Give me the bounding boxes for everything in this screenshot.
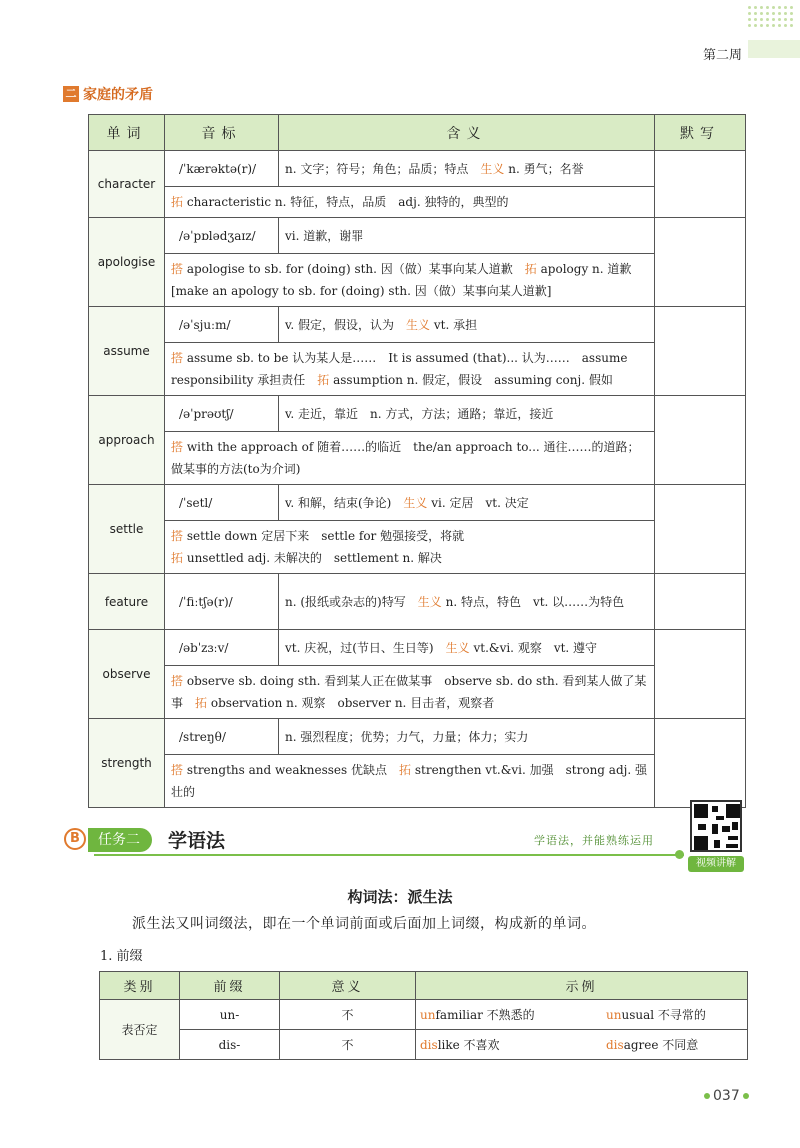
video-lecture-button[interactable]: 视频讲解	[688, 856, 744, 872]
grid-dot	[760, 12, 763, 15]
meaning-text: vt.&vi. 观察 vt. 遵守	[473, 640, 598, 655]
grid-dot	[778, 18, 781, 21]
grammar-title: 构词法：派生法	[347, 888, 453, 906]
example-2	[606, 1038, 698, 1052]
grid-dot	[784, 6, 787, 9]
decorative-dot-grid	[748, 6, 798, 32]
table-row	[89, 755, 746, 808]
dictation-cell[interactable]	[655, 151, 746, 218]
meaning-text: v. 和解，结束(争论)	[285, 495, 392, 510]
da-tag: 搭	[171, 262, 184, 276]
grid-dot	[784, 12, 787, 15]
grid-dot	[760, 18, 763, 21]
qr-module	[714, 840, 720, 848]
vocab-word: feature	[89, 574, 165, 630]
header-meaning: 意义	[280, 972, 416, 1000]
qr-module	[732, 822, 738, 830]
table-row	[89, 343, 746, 396]
vocab-extension	[165, 254, 655, 307]
grid-dot	[790, 18, 793, 21]
vocab-extension	[165, 755, 655, 808]
shengyi-tag: 生义	[403, 495, 428, 510]
vocab-extension	[165, 187, 655, 218]
vocab-word: strength	[89, 719, 165, 808]
example-rest: like 不喜欢	[437, 1038, 500, 1052]
grid-dot	[766, 12, 769, 15]
table-row	[100, 1000, 748, 1030]
examples-cell	[416, 1000, 748, 1030]
banner-dot	[675, 850, 684, 859]
task-badge: B	[64, 828, 86, 850]
ext-text: strengths and weaknesses 优缺点	[186, 763, 387, 777]
vocabulary-table	[88, 114, 746, 808]
meaning-text: vt. 承担	[433, 317, 478, 332]
banner-rule	[94, 854, 684, 856]
meaning-text: n. 文字；符号；角色；品质；特点	[285, 161, 469, 176]
vocab-extension	[165, 666, 655, 719]
tuo-tag: 拓	[171, 551, 184, 565]
vocab-phonetic: /əˈprəʊtʃ/	[165, 396, 279, 432]
dictation-cell[interactable]	[655, 719, 746, 808]
grid-dot	[754, 12, 757, 15]
prefix-cell: dis-	[180, 1030, 280, 1060]
ext-text: observation n. 观察 observer n. 目击者，观察者	[210, 696, 495, 710]
vocab-phonetic: /streŋθ/	[165, 719, 279, 755]
da-tag: 搭	[171, 529, 184, 543]
qr-module	[694, 804, 708, 818]
ext-text: assume sb. to be 认为某人是…… It is assumed (that)... 认为…… assume responsibility 承担责任	[171, 351, 628, 387]
prefix-cell: un-	[180, 1000, 280, 1030]
task-title: 学语法	[168, 830, 226, 852]
table-row	[89, 719, 746, 755]
dictation-cell[interactable]	[655, 485, 746, 574]
table-row	[89, 574, 746, 630]
prefix-meaning-cell: 不	[280, 1000, 416, 1030]
table-row	[89, 521, 746, 574]
section-title: 家庭的矛盾	[83, 87, 153, 103]
meaning-text: n. 勇气；名誉	[508, 161, 584, 176]
vocab-extension	[165, 521, 655, 574]
ext-text: strengthen vt.&vi. 加强 strong adj. 强壮的	[171, 763, 647, 799]
qr-code-icon[interactable]	[690, 800, 742, 852]
grid-dot	[748, 24, 751, 27]
grid-dot	[754, 18, 757, 21]
page-number-text: 037	[713, 1088, 740, 1104]
example-2	[606, 1008, 706, 1022]
meaning-text: v. 假定，假设，认为	[285, 317, 394, 332]
vocab-phonetic: /əˈpɒlədʒaɪz/	[165, 218, 279, 254]
qr-module	[712, 806, 718, 812]
grid-dot	[754, 24, 757, 27]
qr-module	[722, 826, 730, 832]
shengyi-tag: 生义	[480, 161, 505, 176]
vocab-phonetic: /ˈsetl/	[165, 485, 279, 521]
grid-dot	[760, 24, 763, 27]
tuo-tag: 拓	[524, 262, 537, 276]
qr-module	[726, 804, 740, 818]
header-dictation: 默写	[655, 115, 746, 151]
ext-text: observe sb. doing sth. 看到某人正在做某事 observe sb. do sth. 看到某人做了某事	[171, 674, 647, 710]
example-prefix: dis	[420, 1038, 438, 1052]
example-1	[420, 1006, 606, 1023]
example-prefix: un	[420, 1008, 436, 1022]
task-label: 任务二	[88, 828, 152, 852]
grid-dot	[790, 12, 793, 15]
vocab-word: apologise	[89, 218, 165, 307]
table-row	[89, 432, 746, 485]
shengyi-tag: 生义	[417, 594, 442, 609]
vocab-word: observe	[89, 630, 165, 719]
example-rest: familiar 不熟悉的	[435, 1008, 535, 1022]
grid-dot	[778, 12, 781, 15]
vocab-meaning	[279, 307, 655, 343]
grid-dot	[784, 18, 787, 21]
task-subtitle: 学语法，并能熟练运用	[534, 834, 654, 847]
header-prefix: 前缀	[180, 972, 280, 1000]
ext-text: with the approach of 随着……的临近 the/an approach to... 通往……的道路；做某事的方法(to为介词)	[171, 440, 640, 476]
vocab-meaning	[279, 630, 655, 666]
meaning-text: vt. 庆祝，过(节日、生日等)	[285, 640, 434, 655]
page-number	[701, 1088, 752, 1104]
vocab-word: settle	[89, 485, 165, 574]
table-header-row	[100, 972, 748, 1000]
meaning-text: n. (报纸或杂志的)特写	[285, 594, 406, 609]
header-phonetic: 音标	[165, 115, 279, 151]
grid-dot	[760, 6, 763, 9]
vocab-meaning	[279, 151, 655, 187]
table-row	[89, 396, 746, 432]
tuo-tag: 拓	[317, 373, 330, 387]
qr-module	[698, 824, 706, 830]
vocab-meaning: vi. 道歉，谢罪	[279, 218, 655, 254]
table-row	[100, 1030, 748, 1060]
page-dot	[704, 1093, 710, 1099]
example-prefix: dis	[606, 1038, 624, 1052]
example-prefix: un	[606, 1008, 622, 1022]
week-label: 第二周	[703, 48, 743, 63]
grid-dot	[772, 18, 775, 21]
header-examples: 示例	[416, 972, 748, 1000]
category-cell: 表否定	[100, 1000, 180, 1060]
vocab-phonetic: /əˈsjuːm/	[165, 307, 279, 343]
qr-module	[728, 836, 738, 840]
grid-dot	[766, 24, 769, 27]
table-row	[89, 666, 746, 719]
header-meaning: 含义	[279, 115, 655, 151]
vocab-meaning: v. 走近，靠近 n. 方式，方法；通路；靠近，接近	[279, 396, 655, 432]
header-band	[748, 40, 800, 58]
da-tag: 搭	[171, 674, 184, 688]
page-dot	[743, 1093, 749, 1099]
ext-text: unsettled adj. 未解决的 settlement n. 解决	[186, 551, 442, 565]
grid-dot	[784, 24, 787, 27]
table-row	[89, 630, 746, 666]
dictation-cell[interactable]	[655, 307, 746, 396]
meaning-text: n. 特点，特色 vt. 以……为特色	[445, 594, 625, 609]
grid-dot	[790, 6, 793, 9]
vocab-extension	[165, 343, 655, 396]
example-rest: agree 不同意	[623, 1038, 699, 1052]
example-rest: usual 不寻常的	[621, 1008, 706, 1022]
da-tag: 搭	[171, 440, 184, 454]
prefix-meaning-cell: 不	[280, 1030, 416, 1060]
meaning-text: vi. 定居 vt. 决定	[431, 495, 529, 510]
vocab-meaning	[279, 574, 655, 630]
ext-text: characteristic n. 特征，特点，品质 adj. 独特的，典型的	[186, 195, 509, 209]
vocab-extension	[165, 432, 655, 485]
ext-text: settle down 定居下来 settle for 勉强接受，将就	[186, 529, 465, 543]
vocab-phonetic: /əbˈzɜːv/	[165, 630, 279, 666]
vocab-meaning: n. 强烈程度；优势；力气，力量；体力；实力	[279, 719, 655, 755]
grid-dot	[766, 18, 769, 21]
da-tag: 搭	[171, 351, 184, 365]
vocab-word: character	[89, 151, 165, 218]
grid-dot	[748, 12, 751, 15]
grid-dot	[748, 6, 751, 9]
task-banner	[64, 826, 684, 856]
vocab-phonetic: /ˈfiːtʃə(r)/	[165, 574, 279, 630]
example-1	[420, 1036, 606, 1053]
dictation-cell[interactable]	[655, 396, 746, 485]
grid-dot	[778, 24, 781, 27]
qr-module	[712, 824, 718, 834]
dictation-cell[interactable]	[655, 574, 746, 630]
qr-module	[716, 816, 724, 820]
ext-text: apology n. 道歉[make an apology to sb. for (doing) sth. 因（做）某事向某人道歉]	[171, 262, 632, 298]
vocab-word: assume	[89, 307, 165, 396]
header-word: 单词	[89, 115, 165, 151]
section-heading	[63, 84, 153, 104]
table-row	[89, 187, 746, 218]
table-row	[89, 218, 746, 254]
table-row	[89, 254, 746, 307]
dictation-cell[interactable]	[655, 218, 746, 307]
dictation-cell[interactable]	[655, 630, 746, 719]
shengyi-tag: 生义	[445, 640, 470, 655]
examples-cell	[416, 1030, 748, 1060]
qr-module	[694, 836, 708, 850]
tuo-tag: 拓	[195, 696, 208, 710]
grid-dot	[766, 6, 769, 9]
ext-text: apologise to sb. for (doing) sth. 因（做）某事向某人道歉	[186, 262, 513, 276]
grid-dot	[778, 6, 781, 9]
ext-text: assumption n. 假定，假设 assuming conj. 假如	[333, 373, 613, 387]
table-header-row	[89, 115, 746, 151]
grid-dot	[772, 12, 775, 15]
prefix-table	[99, 971, 748, 1060]
tuo-tag: 拓	[399, 763, 412, 777]
section-number-badge: 二	[63, 86, 79, 102]
grid-dot	[772, 24, 775, 27]
table-row	[89, 151, 746, 187]
grammar-intro: 派生法又叫词缀法，即在一个单词前面或后面加上词缀，构成新的单词。	[132, 916, 596, 932]
grid-dot	[748, 18, 751, 21]
shengyi-tag: 生义	[406, 317, 431, 332]
vocab-meaning	[279, 485, 655, 521]
grid-dot	[790, 24, 793, 27]
table-row	[89, 485, 746, 521]
vocab-word: approach	[89, 396, 165, 485]
vocab-phonetic: /ˈkærəktə(r)/	[165, 151, 279, 187]
qr-module	[726, 844, 738, 848]
da-tag: 搭	[171, 763, 184, 777]
grid-dot	[772, 6, 775, 9]
tuo-tag: 拓	[171, 195, 184, 209]
grid-dot	[754, 6, 757, 9]
prefix-heading: 1. 前缀	[100, 949, 143, 964]
header-category: 类别	[100, 972, 180, 1000]
table-row	[89, 307, 746, 343]
